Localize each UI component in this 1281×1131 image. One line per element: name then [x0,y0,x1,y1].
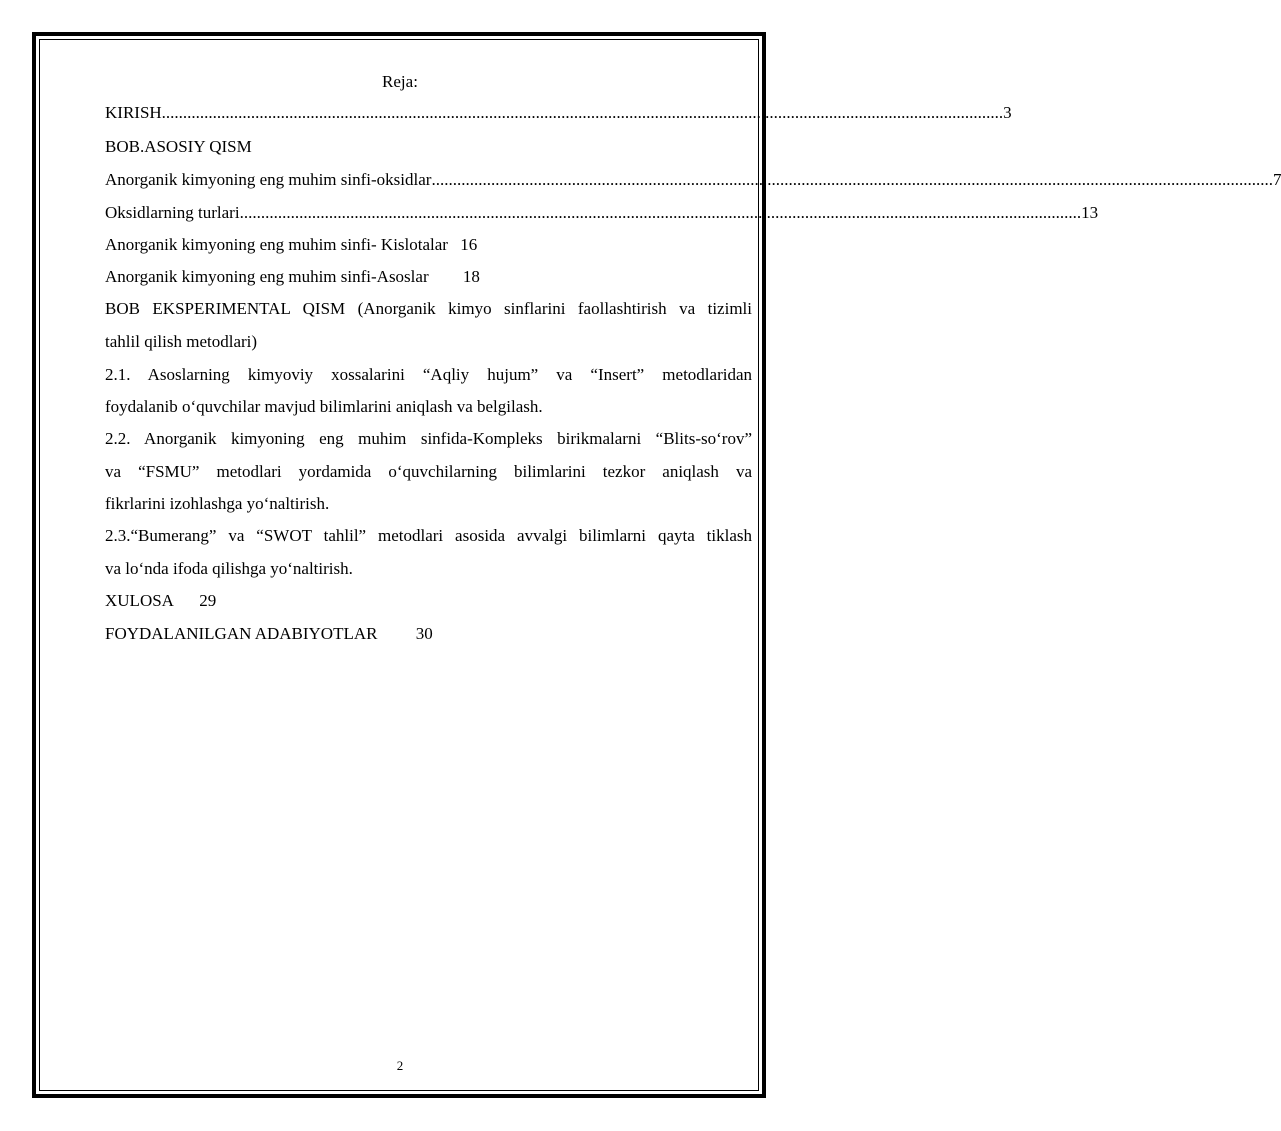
toc-leader-dots: ...................................................................................................................................................................................................... [431,170,1273,189]
toc-entry-label: Anorganik kimyoning eng muhim sinfi-oksidlar [105,170,432,189]
toc-leader-dots: ...................................................................................................................................................................................................... [161,103,1004,122]
toc-entry-page: 13 [1081,203,1099,222]
toc-entry-intro [105,103,1012,123]
toc-entry-label: FOYDALANILGAN ADABIYOTLAR [105,624,378,643]
toc-entry-label: XULOSA [105,591,174,610]
toc-section-2-1-line-1: 2.1. Asoslarning kimyoviy xossalarini “Aqliy hujum” va “Insert” metodlaridan [105,365,752,384]
toc-entry-label: Anorganik kimyoning eng muhim sinfi- Kislotalar [105,235,448,254]
toc-entry-acids [105,235,752,255]
toc-entry-page: 29 [199,591,217,610]
toc-entry-oxides [105,170,1281,190]
toc-entry-conclusion [105,591,752,611]
toc-chapter-1: BOB.ASOSIY QISM [105,137,252,156]
toc-entry-label: Oksidlarning turlari [105,203,240,222]
toc-section-2-3-line-2: va lo‘nda ifoda qilishga yo‘naltirish. [105,559,353,578]
toc-entry-label: Anorganik kimyoning eng muhim sinfi-Asoslar [105,267,429,286]
toc-entry-references [105,624,752,644]
toc-section-2-3-line-1: 2.3.“Bumerang” va “SWOT tahlil” metodlari asosida avvalgi bilimlarni qayta tiklash [105,526,752,545]
page-number: 2 [396,1058,404,1073]
toc-entry-label: KIRISH [105,103,162,122]
toc-section-2-2-line-2: va “FSMU” metodlari yordamida o‘quvchilarning bilimlarini tezkor aniqlash va [105,462,752,481]
toc-entry-page: 7 [1272,170,1281,189]
page-title: Reja: [382,72,418,91]
toc-entry-page: 3 [1003,103,1012,122]
toc-entry-page: 30 [415,624,433,643]
toc-entry-page: 16 [460,235,478,254]
toc-entry-page: 18 [462,267,480,286]
toc-entry-bases [105,267,752,287]
toc-section-2-2-line-1: 2.2. Anorganik kimyoning eng muhim sinfida-Kompleks birikmalarni “Blits-so‘rov” [105,429,752,448]
toc-chapter-2-line-1: BOB EKSPERIMENTAL QISM (Anorganik kimyo sinflarini faollashtirish va tizimli [105,299,752,318]
toc-chapter-2-line-2: tahlil qilish metodlari) [105,332,258,351]
toc-entry-oxide-types [105,203,1099,223]
toc-section-2-2-line-3: fikrlarini izohlashga yo‘naltirish. [105,494,330,513]
toc-section-2-1-line-2: foydalanib o‘quvchilar mavjud bilimlarini aniqlash va belgilash. [105,397,543,416]
toc-leader-dots: ...................................................................................................................................................................................................... [239,203,1082,222]
